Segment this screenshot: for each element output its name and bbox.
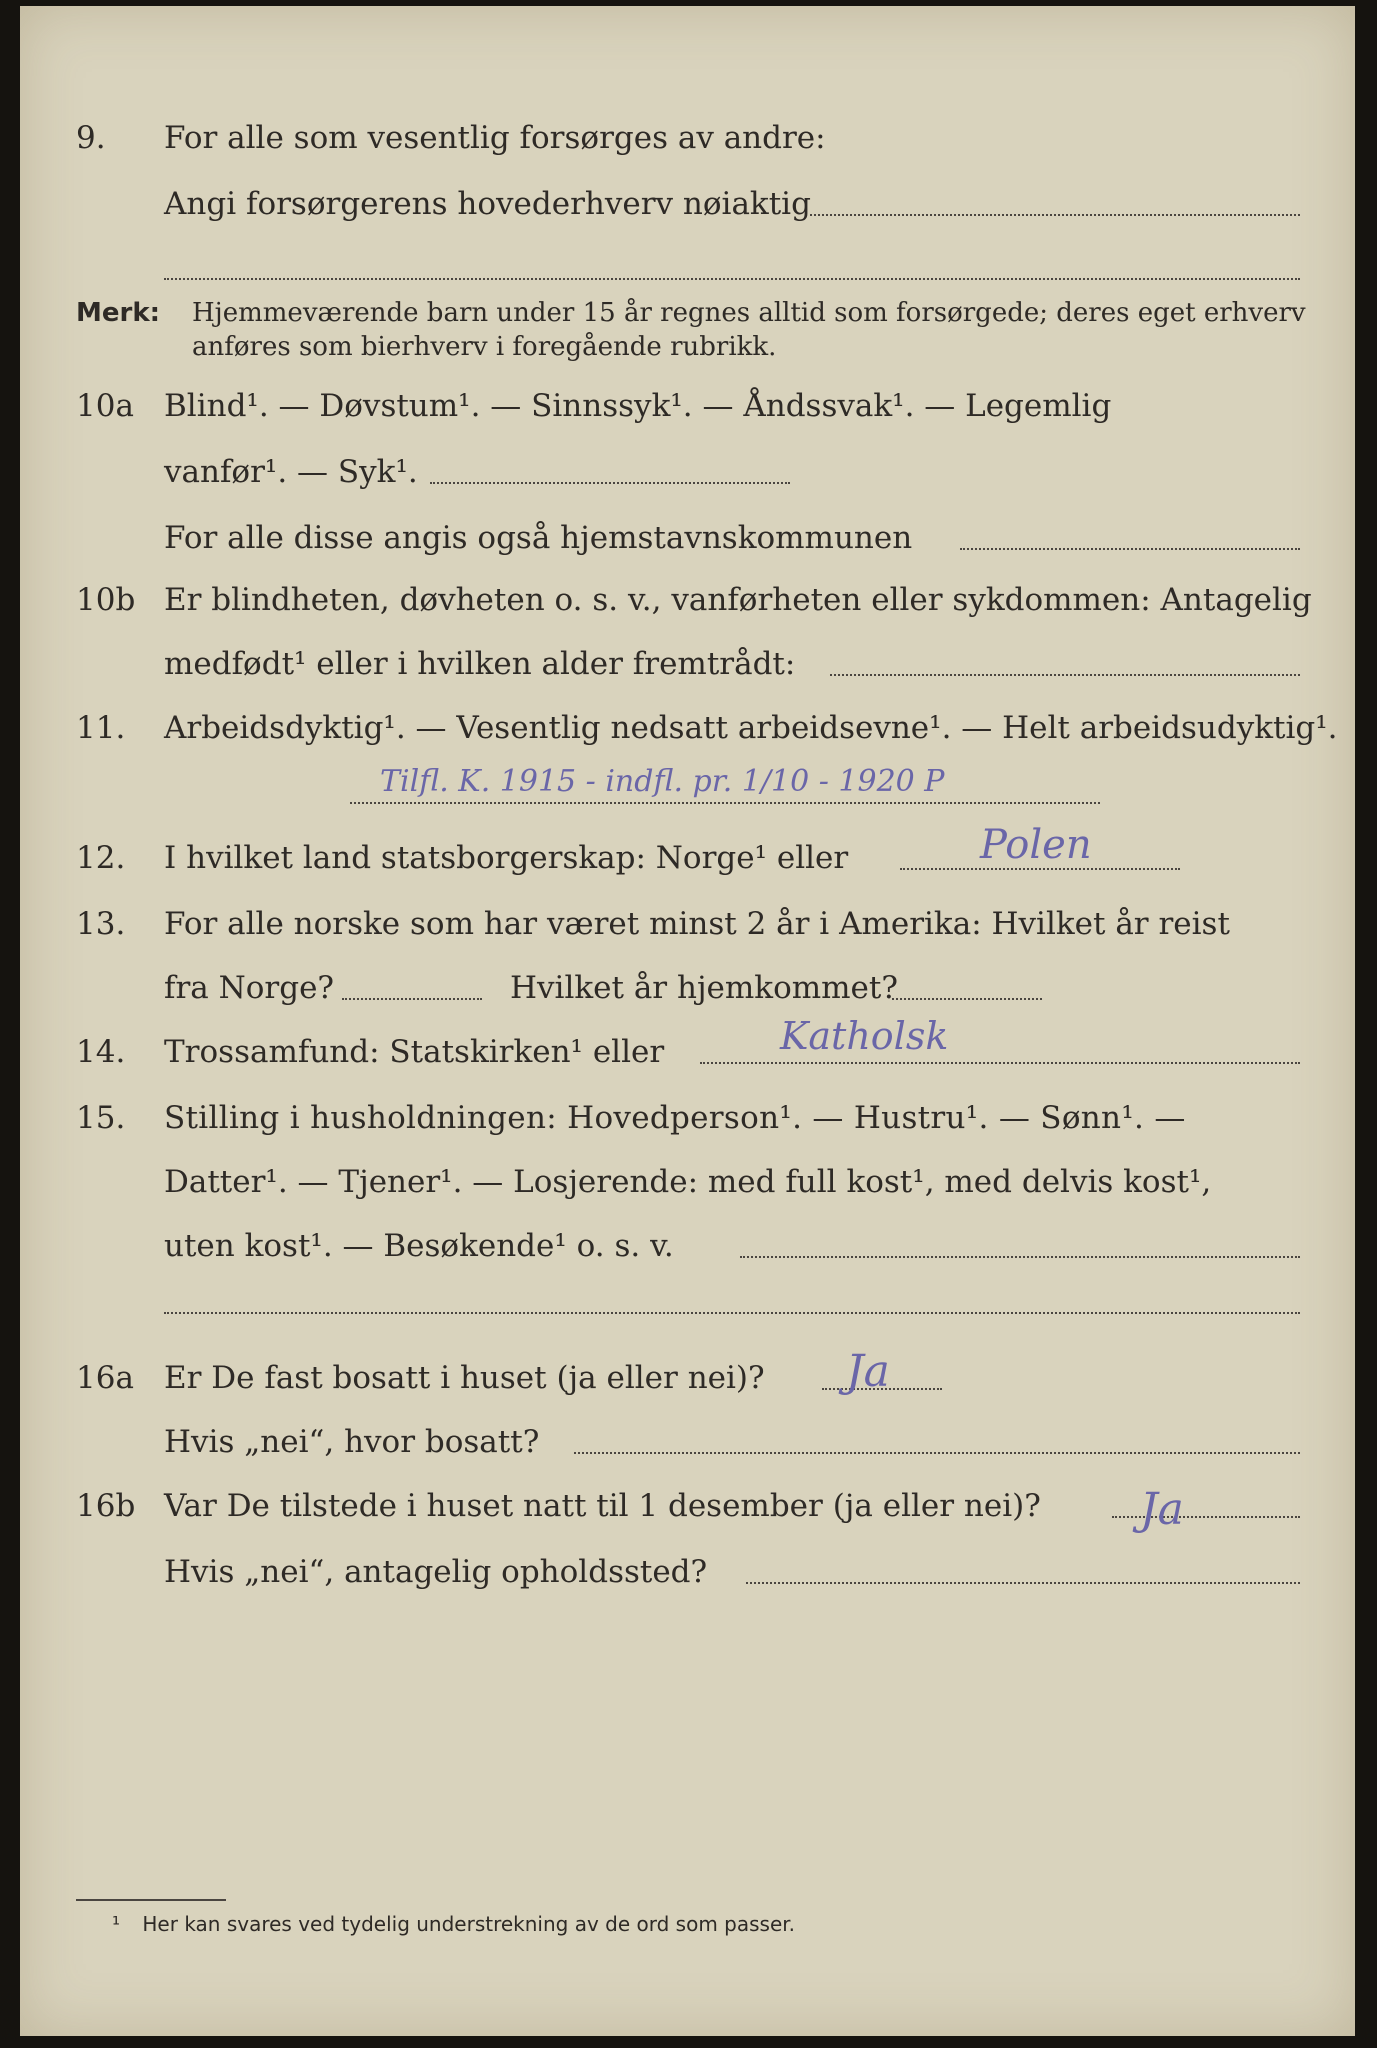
q15-answer-line bbox=[740, 1256, 1300, 1258]
q16a-number: 16a bbox=[76, 1360, 134, 1396]
merk-line1: Hjemmeværende barn under 15 år regnes alltid som forsørgede; deres eget erhverv bbox=[192, 298, 1306, 328]
merk-note bbox=[76, 296, 160, 330]
q10a-line3: For alle disse angis også hjemstavnskommunen bbox=[164, 520, 913, 556]
q13-line2a: fra Norge? bbox=[164, 970, 335, 1006]
q16a-bosatt-line bbox=[574, 1452, 1300, 1454]
q12-number: 12. bbox=[76, 840, 126, 876]
q12-line1: I hvilket land statsborgerskap: Norge¹ eller bbox=[164, 840, 849, 876]
q15-line3: uten kost¹. — Besøkende¹ o. s. v. bbox=[164, 1228, 674, 1264]
q11-line1: Arbeidsdyktig¹. — Vesentlig nedsatt arbeidsevne¹. — Helt arbeidsudyktig¹. bbox=[164, 710, 1338, 746]
q13-hjemkommet-line bbox=[892, 998, 1042, 1000]
q9-line1: For alle som vesentlig forsørges av andre: bbox=[164, 120, 826, 156]
q14-line1: Trossamfund: Statskirken¹ eller bbox=[164, 1034, 665, 1070]
q9-answer-line bbox=[810, 214, 1300, 216]
q16b-line2: Hvis „nei“, antagelig opholdssted? bbox=[164, 1554, 708, 1590]
q15-line1: Stilling i husholdningen: Hovedperson¹. — Hustru¹. — Sønn¹. — bbox=[164, 1100, 1186, 1136]
q13-line1: For alle norske som har været minst 2 år i Amerika: Hvilket år reist bbox=[164, 906, 1230, 942]
q13-line2b: Hvilket år hjemkommet? bbox=[510, 970, 898, 1006]
q10a-line2: vanfør¹. — Syk¹. bbox=[164, 454, 418, 490]
q10a-answer-line bbox=[430, 482, 790, 484]
q15-answer-line-2 bbox=[164, 1312, 1300, 1314]
q10a-hjemstavn-line bbox=[960, 548, 1300, 550]
q16b-number: 16b bbox=[76, 1488, 136, 1524]
footnote-text: Her kan svares ved tydelig understrekning av de ord som passer. bbox=[142, 1912, 796, 1936]
q12-answer-line bbox=[900, 868, 1180, 870]
q12-handwritten-answer: Polen bbox=[980, 822, 1092, 868]
q11-number: 11. bbox=[76, 710, 126, 746]
q11-handwritten-note: Tilfl. K. 1915 - indfl. pr. 1/10 - 1920 P bbox=[380, 764, 945, 799]
q9-number: 9. bbox=[76, 120, 106, 156]
q10b-number: 10b bbox=[76, 582, 136, 618]
merk-line2: anføres som bierhverv i foregående rubrikk. bbox=[192, 332, 777, 362]
footnote-rule bbox=[76, 1899, 226, 1901]
q15-line2: Datter¹. — Tjener¹. — Losjerende: med full kost¹, med delvis kost¹, bbox=[164, 1164, 1212, 1200]
q14-handwritten-answer: Katholsk bbox=[780, 1014, 949, 1058]
q10a-line1: Blind¹. — Døvstum¹. — Sinnssyk¹. — Åndssvak¹. — Legemlig bbox=[164, 388, 1112, 424]
q13-reist-line bbox=[342, 998, 482, 1000]
q14-answer-line bbox=[700, 1062, 1300, 1064]
q16a-handwritten-answer: Ja bbox=[846, 1346, 890, 1397]
q13-number: 13. bbox=[76, 906, 126, 942]
census-form-page bbox=[20, 6, 1355, 2036]
q15-number: 15. bbox=[76, 1100, 126, 1136]
q10a-number: 10a bbox=[76, 388, 134, 424]
footnote bbox=[112, 1912, 795, 1936]
q10b-line2: medfødt¹ eller i hvilken alder fremtrådt: bbox=[164, 646, 796, 682]
q16b-handwritten-answer: Ja bbox=[1140, 1484, 1184, 1535]
merk-label: Merk: bbox=[76, 298, 161, 328]
q16a-line1: Er De fast bosatt i huset (ja eller nei)? bbox=[164, 1360, 765, 1396]
footnote-mark: ¹ bbox=[112, 1912, 121, 1936]
q14-number: 14. bbox=[76, 1034, 126, 1070]
q11-note-line bbox=[350, 802, 1100, 804]
q16b-opholdssted-line bbox=[746, 1582, 1300, 1584]
q10b-answer-line bbox=[830, 674, 1300, 676]
q16a-line2: Hvis „nei“, hvor bosatt? bbox=[164, 1424, 540, 1460]
q10b-line1: Er blindheten, døvheten o. s. v., vanførheten eller sykdommen: Antagelig bbox=[164, 582, 1312, 618]
q9-answer-line-2 bbox=[164, 278, 1300, 280]
q9-line2: Angi forsørgerens hovederhverv nøiaktig bbox=[164, 186, 811, 222]
q16b-line1: Var De tilstede i huset natt til 1 desember (ja eller nei)? bbox=[164, 1488, 1041, 1524]
